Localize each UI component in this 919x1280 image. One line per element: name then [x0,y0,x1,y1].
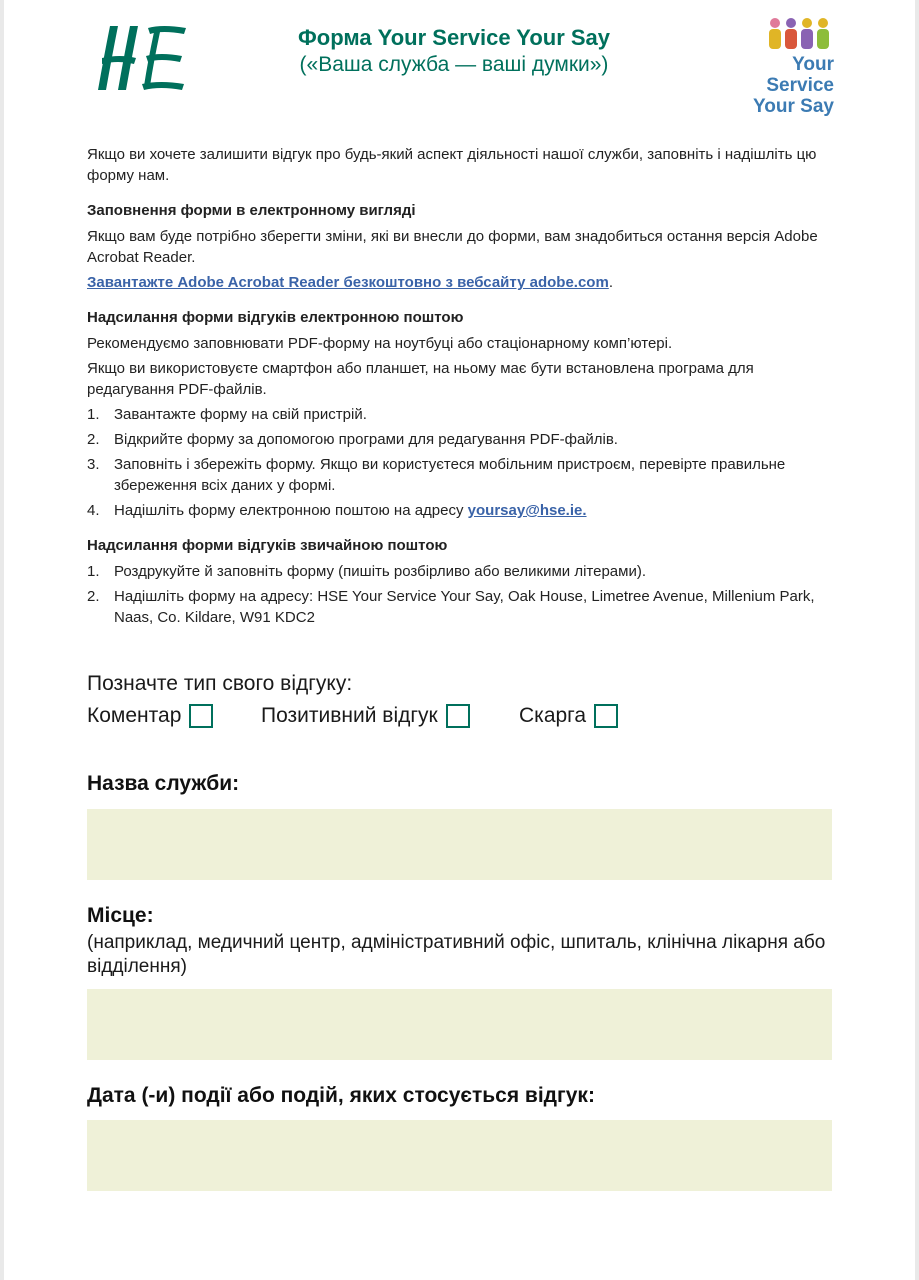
list-item [87,404,837,425]
list-item [87,454,837,496]
step-text: Відкрийте форму за допомогою програми для редагування PDF-файлів. [114,431,618,448]
step-text: Заповніть і збережіть форму. Якщо ви користуєтеся мобільним пристроєм, перевірте правильне збереження всіх даних у формі. [114,456,786,494]
step-number: 1. [87,406,100,423]
link-suffix: . [608,274,613,291]
email-steps [87,404,837,521]
step-number: 2. [87,431,100,448]
title-main: Форма Your Service Your Say [297,25,611,50]
step-number: 3. [87,456,100,473]
list-item [87,561,837,582]
location-label: Місце: [87,904,154,927]
option-label: Позитивний відгук [261,704,438,727]
option-label: Коментар [87,704,182,727]
step-text: Надішліть форму електронною поштою на адресу [114,502,468,519]
intro-text: Якщо ви хочете залишити відгук про будь-який аспект діяльності нашої служби, заповніть і надішліть цю форму нам. [87,146,817,184]
list-item [87,500,837,521]
step-text: Роздрукуйте й заповніть форму (пишіть розбірливо або великими літерами). [114,563,646,580]
location-field[interactable] [87,989,832,1060]
step-number: 1. [87,563,100,580]
list-item [87,586,837,628]
instructions [87,144,837,642]
email-link[interactable]: yoursay@hse.ie. [467,502,587,519]
email-heading: Надсилання форми відгуків електронною поштою [87,309,464,326]
date-label: Дата (-и) події або подій, яких стосується відгук: [87,1084,595,1107]
service-name-field[interactable] [87,809,832,880]
date-field[interactable] [87,1120,832,1191]
step-text: Надішліть форму на адресу: HSE Your Service Your Say, Oak House, Limetree Avenue, Millenium Park, Naas, Co. Kildare, W91 KDC2 [114,588,815,626]
option-comment [87,704,213,728]
people-icon [766,16,836,52]
comment-checkbox[interactable] [189,704,213,728]
complaint-checkbox[interactable] [594,704,618,728]
option-label: Скарга [519,704,587,727]
email-text-1: Рекомендуємо заповнювати PDF-форму на ноутбуці або стаціонарному комп’ютері. [87,335,673,352]
your-service-your-say-logo [722,14,842,117]
step-number: 2. [87,588,100,605]
logo-text-line1: Your Service [766,54,834,96]
post-steps [87,561,837,628]
option-positive [261,704,470,728]
feedback-type-question: Позначте тип свого відгуку: [87,672,353,695]
acrobat-link-line [87,272,837,293]
list-item [87,429,837,450]
logo-text-line2: Your Say [753,96,834,117]
post-heading: Надсилання форми відгуків звичайною поштою [87,537,448,554]
service-name-label: Назва служби: [87,772,240,795]
acrobat-download-link[interactable]: Завантажте Adobe Acrobat Reader безкоштовно з вебсайту adobe.com [87,274,609,291]
title-subtitle: («Ваша служба — ваші думки») [299,53,609,76]
electronic-text: Якщо вам буде потрібно зберегти зміни, які ви внесли до форми, вам знадобиться остання версія Adobe Acrobat Reader. [87,228,818,266]
step-number: 4. [87,502,100,519]
option-complaint [519,704,618,728]
location-hint: (наприклад, медичний центр, адміністративний офіс, шпиталь, клінічна лікарня або відділення) [87,932,826,977]
electronic-heading: Заповнення форми в електронному вигляді [87,202,416,219]
form-title [204,24,704,78]
email-text-2: Якщо ви використовуєте смартфон або планшет, на ньому має бути встановлена програма для редагування PDF-файлів. [87,360,754,398]
positive-feedback-checkbox[interactable] [446,704,470,728]
step-text: Завантажте форму на свій пристрій. [114,406,367,423]
hse-logo [90,20,190,96]
form-page [4,0,915,1280]
